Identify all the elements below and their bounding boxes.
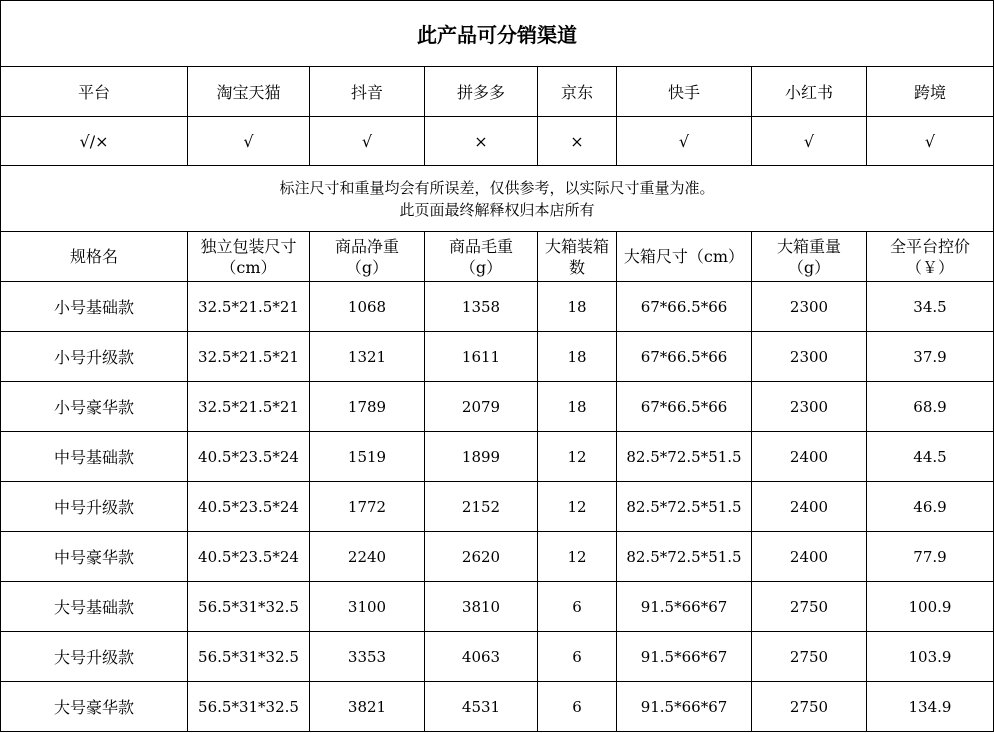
table-cell: 4063 xyxy=(425,632,538,682)
table-cell: 67*66.5*66 xyxy=(617,382,752,432)
table-cell: 1321 xyxy=(310,332,425,382)
table-cell: 12 xyxy=(538,482,617,532)
table-cell: 40.5*23.5*24 xyxy=(188,532,310,582)
table-cell: 46.9 xyxy=(867,482,994,532)
column-header: 规格名 xyxy=(1,232,188,282)
column-header: 独立包装尺寸 （cm） xyxy=(188,232,310,282)
table-row xyxy=(1,432,994,482)
table-cell: 3821 xyxy=(310,682,425,732)
availability-mark: × xyxy=(538,117,617,166)
table-cell: 68.9 xyxy=(867,382,994,432)
table-cell: 82.5*72.5*51.5 xyxy=(617,532,752,582)
column-header: 商品毛重 （g） xyxy=(425,232,538,282)
platform-name: 跨境 xyxy=(867,67,994,117)
platform-name: 抖音 xyxy=(310,67,425,117)
table-cell: 1772 xyxy=(310,482,425,532)
spec-name-cell: 中号豪华款 xyxy=(1,532,188,582)
spec-name-cell: 大号豪华款 xyxy=(1,682,188,732)
table-cell: 134.9 xyxy=(867,682,994,732)
table-cell: 2750 xyxy=(752,582,867,632)
table-cell: 6 xyxy=(538,682,617,732)
column-header-row xyxy=(1,232,994,282)
table-cell: 40.5*23.5*24 xyxy=(188,432,310,482)
disclaimer-line: 标注尺寸和重量均会有所误差，仅供参考，以实际尺寸重量为准。 xyxy=(279,178,715,197)
table-cell: 2079 xyxy=(425,382,538,432)
table-cell: 4531 xyxy=(425,682,538,732)
table-cell: 2300 xyxy=(752,382,867,432)
table-cell: 67*66.5*66 xyxy=(617,332,752,382)
table-cell: 2240 xyxy=(310,532,425,582)
table-cell: 2400 xyxy=(752,532,867,582)
table-cell: 56.5*31*32.5 xyxy=(188,632,310,682)
table-cell: 100.9 xyxy=(867,582,994,632)
column-header: 大箱重量 （g） xyxy=(752,232,867,282)
table-cell: 1789 xyxy=(310,382,425,432)
table-cell: 91.5*66*67 xyxy=(617,582,752,632)
disclaimer-note xyxy=(1,166,994,232)
table-cell: 32.5*21.5*21 xyxy=(188,332,310,382)
table-cell: 2300 xyxy=(752,332,867,382)
column-header: 大箱尺寸（cm） xyxy=(617,232,752,282)
spec-name-cell: 大号升级款 xyxy=(1,632,188,682)
platform-name: 小红书 xyxy=(752,67,867,117)
availability-mark: × xyxy=(425,117,538,166)
table-row xyxy=(1,632,994,682)
table-cell: 2152 xyxy=(425,482,538,532)
spec-name-cell: 中号基础款 xyxy=(1,432,188,482)
platform-name: 快手 xyxy=(617,67,752,117)
table-row xyxy=(1,282,994,332)
platform-availability-row xyxy=(1,117,994,166)
table-row xyxy=(1,382,994,432)
table-row xyxy=(1,482,994,532)
table-cell: 12 xyxy=(538,432,617,482)
table-cell: 1611 xyxy=(425,332,538,382)
spec-name-cell: 小号豪华款 xyxy=(1,382,188,432)
table-cell: 2620 xyxy=(425,532,538,582)
table-cell: 56.5*31*32.5 xyxy=(188,582,310,632)
table-cell: 12 xyxy=(538,532,617,582)
availability-mark: √ xyxy=(310,117,425,166)
platform-label: 平台 xyxy=(1,67,188,117)
table-cell: 18 xyxy=(538,382,617,432)
spec-name-cell: 小号基础款 xyxy=(1,282,188,332)
table-row xyxy=(1,582,994,632)
table-cell: 67*66.5*66 xyxy=(617,282,752,332)
table-cell: 56.5*31*32.5 xyxy=(188,682,310,732)
table-cell: 37.9 xyxy=(867,332,994,382)
table-cell: 103.9 xyxy=(867,632,994,682)
availability-mark: √ xyxy=(867,117,994,166)
table-cell: 18 xyxy=(538,282,617,332)
column-header: 全平台控价 （￥） xyxy=(867,232,994,282)
table-cell: 1519 xyxy=(310,432,425,482)
table-cell: 34.5 xyxy=(867,282,994,332)
table-cell: 77.9 xyxy=(867,532,994,582)
table-cell: 2750 xyxy=(752,682,867,732)
table-cell: 2300 xyxy=(752,282,867,332)
platform-name-row xyxy=(1,67,994,117)
availability-legend: √/× xyxy=(1,117,188,166)
table-cell: 2400 xyxy=(752,482,867,532)
page-title: 此产品可分销渠道 xyxy=(1,1,994,67)
table-cell: 91.5*66*67 xyxy=(617,632,752,682)
table-cell: 32.5*21.5*21 xyxy=(188,282,310,332)
spec-name-cell: 大号基础款 xyxy=(1,582,188,632)
table-cell: 18 xyxy=(538,332,617,382)
table-cell: 6 xyxy=(538,632,617,682)
table-row xyxy=(1,332,994,382)
table-cell: 82.5*72.5*51.5 xyxy=(617,432,752,482)
table-cell: 2750 xyxy=(752,632,867,682)
table-cell: 32.5*21.5*21 xyxy=(188,382,310,432)
table-cell: 91.5*66*67 xyxy=(617,682,752,732)
availability-mark: √ xyxy=(188,117,310,166)
table-cell: 1068 xyxy=(310,282,425,332)
table-cell: 6 xyxy=(538,582,617,632)
spec-name-cell: 小号升级款 xyxy=(1,332,188,382)
column-header: 商品净重 （g） xyxy=(310,232,425,282)
platform-name: 拼多多 xyxy=(425,67,538,117)
table-cell: 3810 xyxy=(425,582,538,632)
table-cell: 82.5*72.5*51.5 xyxy=(617,482,752,532)
spec-rows xyxy=(1,282,994,732)
platform-name: 京东 xyxy=(538,67,617,117)
availability-mark: √ xyxy=(752,117,867,166)
spec-name-cell: 中号升级款 xyxy=(1,482,188,532)
table-cell: 40.5*23.5*24 xyxy=(188,482,310,532)
table-cell: 3353 xyxy=(310,632,425,682)
table-row xyxy=(1,532,994,582)
table-cell: 3100 xyxy=(310,582,425,632)
table-cell: 1899 xyxy=(425,432,538,482)
column-header: 大箱装箱 数 xyxy=(538,232,617,282)
disclaimer-line: 此页面最终解释权归本店所有 xyxy=(399,200,595,219)
table-cell: 44.5 xyxy=(867,432,994,482)
table-cell: 2400 xyxy=(752,432,867,482)
platform-name: 淘宝天猫 xyxy=(188,67,310,117)
table-row xyxy=(1,682,994,732)
availability-mark: √ xyxy=(617,117,752,166)
table-cell: 1358 xyxy=(425,282,538,332)
